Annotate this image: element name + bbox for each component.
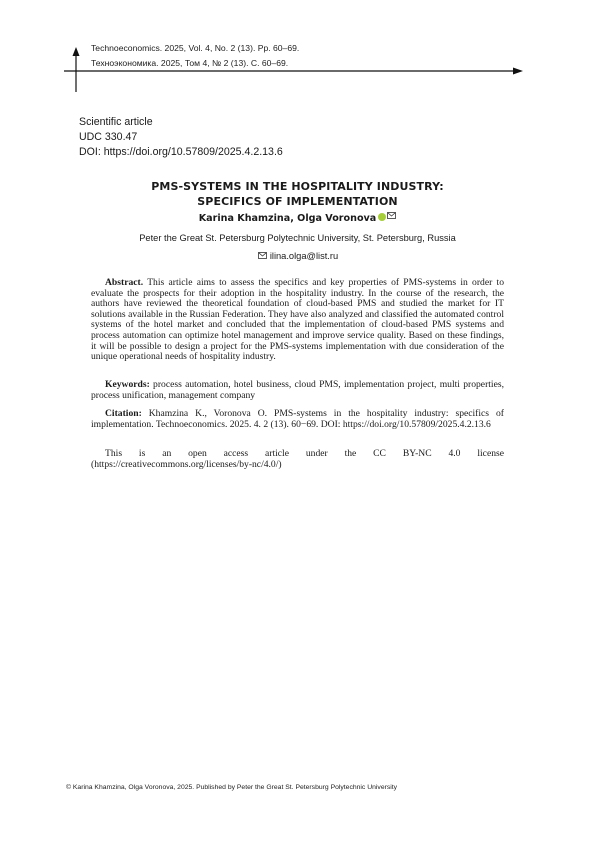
corresponding-email[interactable]: ilina.olga@list.ru [269,251,339,261]
article-title [60,179,535,209]
keywords-text: process automation, hotel business, cloud PMS, implementation project, multi properties, process unification, management company [91,379,504,401]
citation-text: Khamzina K., Voronova O. PMS-systems in the hospitality industry: specifics of implementation. Technoeconomics. 2025. 4. 2 (13). 60−69. DOI: https://doi.org/10.57809/2025.4.2.13.6 [91,408,504,430]
title-line-2: SPECIFICS OF IMPLEMENTATION [197,195,398,208]
author-names: Karina Khamzina, Olga Voronova [198,213,377,224]
orcid-icon[interactable] [378,213,386,221]
article-type: Scientific article [79,116,153,128]
keywords-label: Keywords: [105,379,150,390]
abstract-label: Abstract. [105,277,144,288]
journal-citation-ru: Техноэкономика. 2025, Том 4, № 2 (13). С. 60–69. [91,58,289,68]
mail-icon [258,252,267,259]
affiliation: Peter the Great St. Petersburg Polytechnic University, St. Petersburg, Russia [139,233,456,243]
copyright-footer: © Karina Khamzina, Olga Voronova, 2025. Published by Peter the Great St. Petersburg Polytechnic University [66,784,398,791]
keywords-paragraph [91,380,504,401]
abstract-text: This article aims to assess the specifics and key properties of PMS-systems in order to evaluate the prospects for their adoption in the hospitality industry. In the course of the research, the authors have reviewed the theoretical foundation of cloud-based PMS and studied the market for IT solutions available in the Russian Federation. They have also analyzed and classified the automated control systems of the hotel market and concluded that the implementation of cloud-based PMS systems and process automation can optimize hotel management and improve service quality. Based on these findings, it will be possible to design a project for the PMS-systems implementation with due consideration of the unique operational needs of hospitality industry. [91,277,504,363]
citation-label: Citation: [105,408,142,419]
title-line-1: PMS-SYSTEMS IN THE HOSPITALITY INDUSTRY: [151,180,444,193]
citation-paragraph [91,409,504,430]
journal-citation-en: Technoeconomics. 2025, Vol. 4, No. 2 (13). Pp. 60–69. [91,43,300,53]
author-line [60,213,535,224]
license-paragraph [91,449,504,470]
abstract-paragraph [91,278,504,363]
doi-link[interactable]: DOI: https://doi.org/10.57809/2025.4.2.13.6 [79,146,283,158]
email-line [60,251,535,261]
mail-icon[interactable] [387,212,396,219]
license-text: This is an open access article under the CC BY-NC 4.0 license (https://creativecommons.org/licenses/by-nc/4.0/) [91,448,504,470]
udc-code: UDC 330.47 [79,131,138,143]
